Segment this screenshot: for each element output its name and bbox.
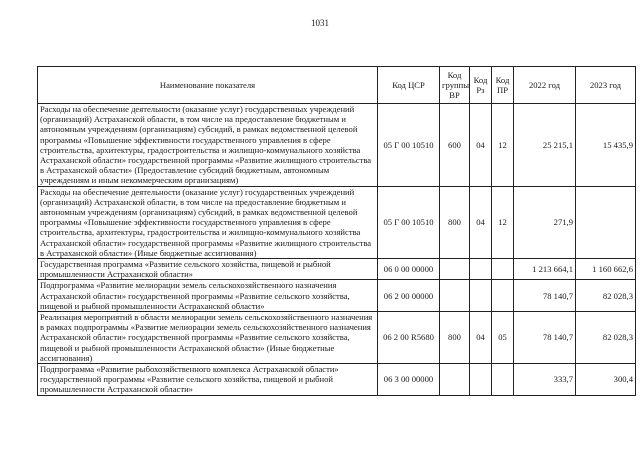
row-vr xyxy=(440,364,470,396)
budget-table xyxy=(37,66,636,396)
row-2022: 271,9 xyxy=(514,186,576,258)
row-pr: 12 xyxy=(492,104,514,187)
header-name: Наименование показателя xyxy=(38,67,378,104)
row-2023 xyxy=(576,186,636,258)
row-2022: 78 140,7 xyxy=(514,312,576,364)
row-csr: 05 Г 00 10510 xyxy=(378,104,440,187)
row-2022: 25 215,1 xyxy=(514,104,576,187)
header-pr: Код ПР xyxy=(492,67,514,104)
header-csr: Код ЦСР xyxy=(378,67,440,104)
row-2022: 333,7 xyxy=(514,364,576,396)
row-2022: 1 213 664,1 xyxy=(514,259,576,280)
row-vr xyxy=(440,280,470,312)
row-csr: 05 Г 00 10510 xyxy=(378,186,440,258)
table-row xyxy=(38,186,636,258)
row-name: Подпрограмма «Развитие рыбохозяйственного комплекса Астраханской области» государственной программы «Развитие сельского хозяйства, пищевой и рыбной промышленности Астраханской области» xyxy=(38,364,378,396)
row-pr xyxy=(492,364,514,396)
row-csr: 06 2 00 R5680 xyxy=(378,312,440,364)
header-2022: 2022 год xyxy=(514,67,576,104)
row-name: Расходы на обеспечение деятельности (оказание услуг) государственных учреждений (организаций) Астраханской области, в том числе на предоставление бюджетным и автономным учреждениям (организациям) субсидий, в рамках ведомственной целевой программы «Повышение эффективности государственного управления в сфере строительства, архитектуры, градостроительства и жилищно-коммунального хозяйства Астраханской области» государственной программы «Развитие жилищного строительства в Астраханской области» (Предоставление субсидий бюджетным, автономным учреждениям и иным некоммерческим организациям) xyxy=(38,104,378,187)
row-pr: 12 xyxy=(492,186,514,258)
row-2023: 1 160 662,6 xyxy=(576,259,636,280)
table-row xyxy=(38,364,636,396)
table-header-row xyxy=(38,67,636,104)
row-name: Государственная программа «Развитие сельского хозяйства, пищевой и рыбной промышленности Астраханской области» xyxy=(38,259,378,280)
row-rz: 04 xyxy=(470,312,492,364)
row-rz xyxy=(470,364,492,396)
row-name: Реализация мероприятий в области мелиорации земель сельскохозяйственного назначения в рамках подпрограммы «Развитие мелиорации земель сельскохозяйственного назначения Астраханской области» государственной программы «Развитие сельского хозяйства, пищевой и рыбной промышленности Астраханской области» (Иные бюджетные ассигнования) xyxy=(38,312,378,364)
row-rz: 04 xyxy=(470,186,492,258)
row-name: Расходы на обеспечение деятельности (оказание услуг) государственных учреждений (организаций) Астраханской области, в том числе на предоставление бюджетным и автономным учреждениям (организациям) субсидий, в рамках ведомственной целевой программы «Повышение эффективности государственного управления в сфере строительства, архитектуры, градостроительства и жилищно-коммунального хозяйства Астраханской области» государственной программы «Развитие жилищного строительства в Астраханской области» (Иные бюджетные ассигнования) xyxy=(38,186,378,258)
row-2023: 15 435,9 xyxy=(576,104,636,187)
table-row xyxy=(38,280,636,312)
row-csr: 06 3 00 00000 xyxy=(378,364,440,396)
row-vr: 800 xyxy=(440,312,470,364)
table-row xyxy=(38,259,636,280)
row-pr: 05 xyxy=(492,312,514,364)
row-rz xyxy=(470,259,492,280)
header-rz: Код Рз xyxy=(470,67,492,104)
row-2022: 78 140,7 xyxy=(514,280,576,312)
page-number: 1031 xyxy=(311,18,329,28)
row-rz: 04 xyxy=(470,104,492,187)
row-vr xyxy=(440,259,470,280)
row-csr: 06 2 00 00000 xyxy=(378,280,440,312)
row-2023: 82 028,3 xyxy=(576,312,636,364)
row-rz xyxy=(470,280,492,312)
header-2023: 2023 год xyxy=(576,67,636,104)
table-row xyxy=(38,312,636,364)
table-row xyxy=(38,104,636,187)
row-pr xyxy=(492,280,514,312)
row-vr: 800 xyxy=(440,186,470,258)
row-vr: 600 xyxy=(440,104,470,187)
row-2023: 300,4 xyxy=(576,364,636,396)
row-name: Подпрограмма «Развитие мелиорации земель сельскохозяйственного назначения Астраханской области» государственной программы «Развитие сельского хозяйства, пищевой и рыбной промышленности Астраханской области» xyxy=(38,280,378,312)
row-csr: 06 0 00 00000 xyxy=(378,259,440,280)
header-vr: Код группы ВР xyxy=(440,67,470,104)
row-pr xyxy=(492,259,514,280)
row-2023: 82 028,3 xyxy=(576,280,636,312)
